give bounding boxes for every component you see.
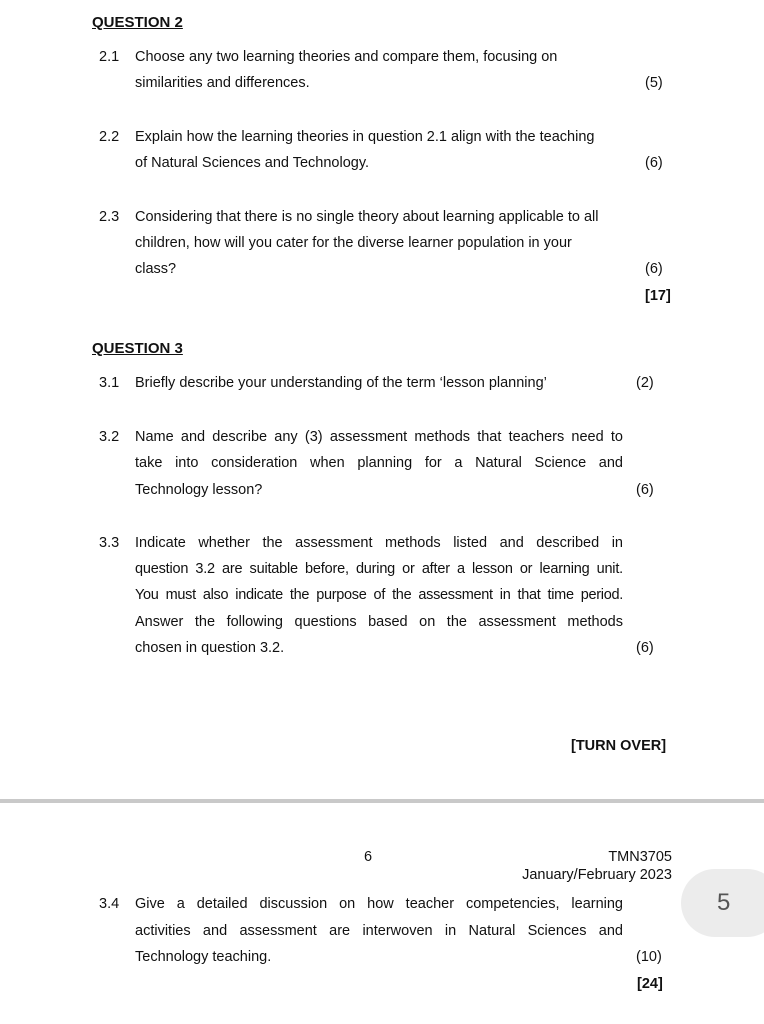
question-3-total: [24] (637, 976, 663, 992)
item-3-2-line-2: take into consideration when planning for a Natural Science and (135, 455, 623, 471)
item-3-2-line-1: Name and describe any (3) assessment methods that teachers need to (135, 429, 623, 445)
item-2-1-marks: (5) (645, 75, 663, 91)
item-2-3-number: 2.3 (99, 209, 120, 225)
item-2-3-line-3: class? (135, 261, 177, 277)
item-3-3-line-5: chosen in question 3.2. (135, 640, 285, 656)
item-2-2-line-2: of Natural Sciences and Technology. (135, 155, 370, 171)
item-3-4-line-1: Give a detailed discussion on how teacher competencies, learning (135, 896, 623, 912)
item-2-2-number: 2.2 (99, 129, 120, 145)
item-2-2-line-1: Explain how the learning theories in question 2.1 align with the teaching (135, 129, 595, 145)
item-3-3-line-3: You must also indicate the purpose of the assessment in that time period. (135, 587, 623, 603)
item-3-2-number: 3.2 (99, 429, 120, 445)
exam-date: January/February 2023 (522, 867, 672, 883)
page-number: 6 (364, 849, 373, 865)
item-3-3-line-2: question 3.2 are suitable before, during or after a lesson or learning unit. (135, 561, 623, 577)
item-3-1-line-1: Briefly describe your understanding of the term ‘lesson planning’ (135, 375, 547, 391)
question-2-total: [17] (645, 288, 671, 304)
item-3-4-line-2: activities and assessment are interwoven in Natural Sciences and (135, 923, 623, 939)
course-code: TMN3705 (608, 849, 672, 865)
item-2-3-marks: (6) (645, 261, 663, 277)
item-2-2-marks: (6) (645, 155, 663, 171)
item-3-1-marks: (2) (636, 375, 654, 391)
item-2-1-line-1: Choose any two learning theories and compare them, focusing on (135, 49, 558, 65)
turn-over-note: [TURN OVER] (571, 738, 667, 754)
item-3-3-number: 3.3 (99, 535, 120, 551)
question-3-heading: QUESTION 3 (92, 340, 183, 357)
item-2-3-line-1: Considering that there is no single theory about learning applicable to all (135, 209, 599, 225)
item-3-3-line-1: Indicate whether the assessment methods listed and described in (135, 535, 623, 551)
item-3-3-marks: (6) (636, 640, 654, 656)
item-3-1-number: 3.1 (99, 375, 120, 391)
page-divider (0, 799, 764, 803)
item-3-4-line-3: Technology teaching. (135, 949, 272, 965)
question-2-heading: QUESTION 2 (92, 14, 183, 31)
page-indicator[interactable]: 5 (681, 869, 764, 937)
item-3-2-marks: (6) (636, 482, 654, 498)
item-3-2-line-3: Technology lesson? (135, 482, 263, 498)
item-2-1-line-2: similarities and differences. (135, 75, 310, 91)
item-2-1-number: 2.1 (99, 49, 120, 65)
item-3-4-number: 3.4 (99, 896, 120, 912)
item-3-4-marks: (10) (636, 949, 662, 965)
item-2-3-line-2: children, how will you cater for the diverse learner population in your (135, 235, 572, 251)
item-3-3-line-4: Answer the following questions based on the assessment methods (135, 614, 623, 630)
